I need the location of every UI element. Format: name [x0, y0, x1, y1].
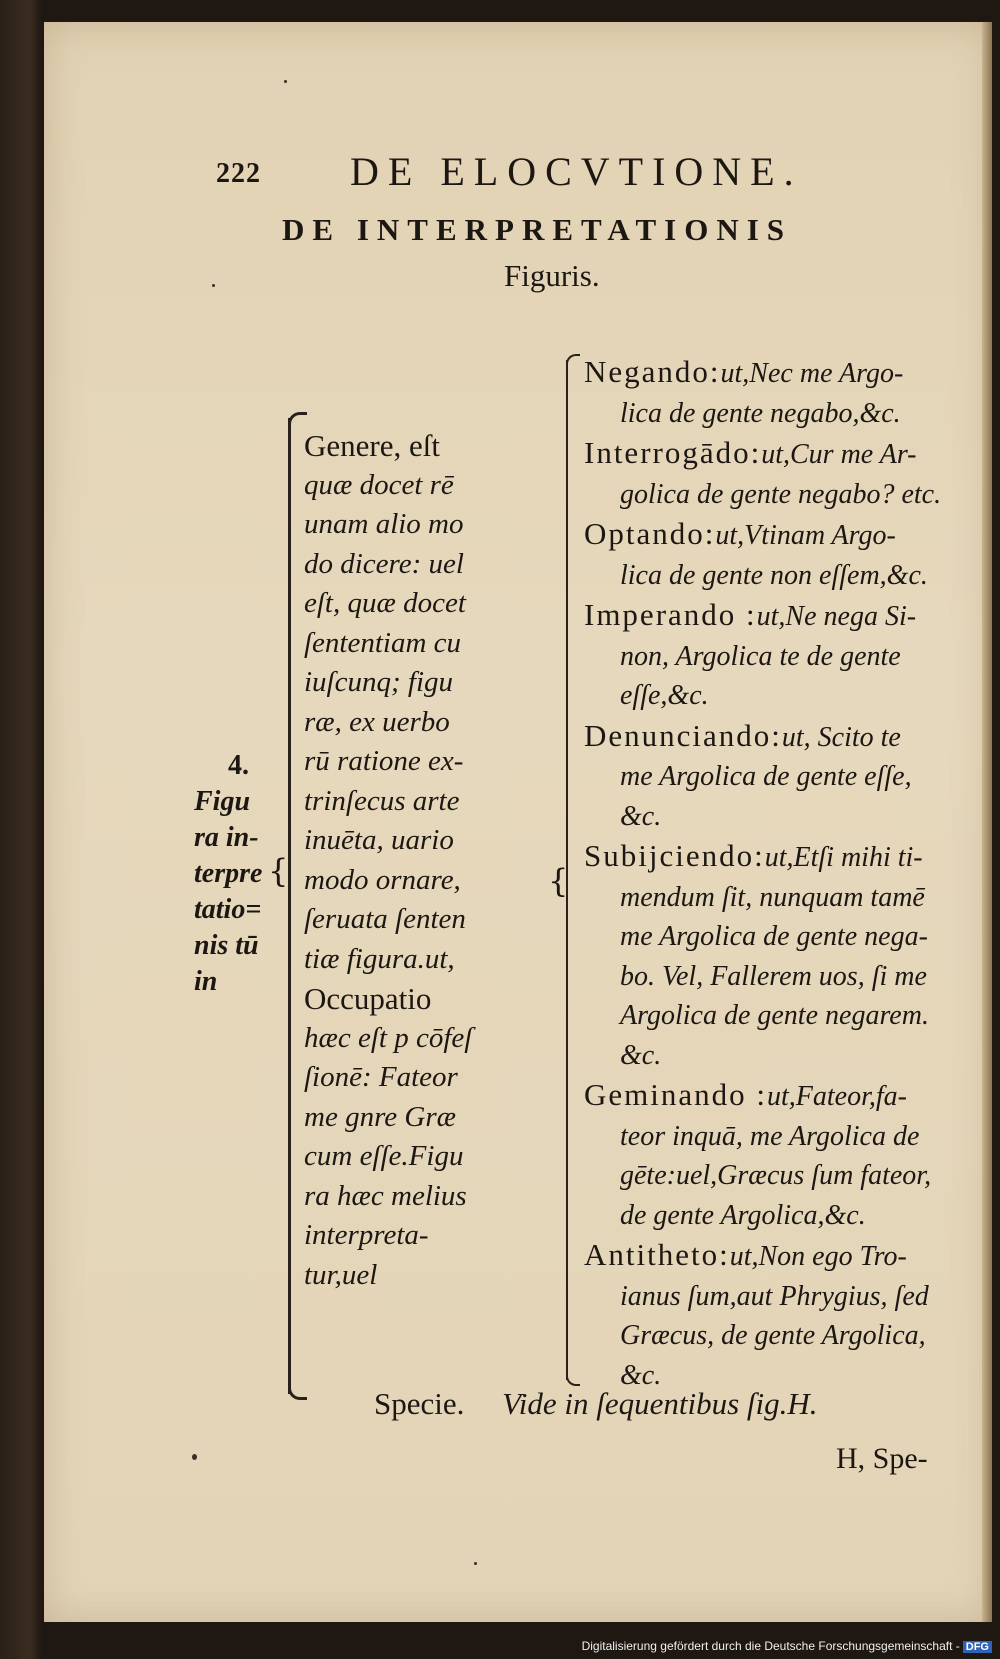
catchword: H, Spe-	[836, 1442, 928, 1475]
figure-entry	[584, 514, 974, 595]
definition-line: modo ornare,	[304, 863, 461, 896]
figures-column	[584, 352, 974, 1395]
entry-continuation: Argolica de gente negarem.	[620, 1000, 929, 1031]
entry-continuation: me Argolica de gente nega-	[620, 921, 928, 952]
definition-line: ſeruata ſenten	[304, 903, 466, 935]
definition-line: Occupatio	[304, 981, 432, 1016]
entry-continuation: me Argolica de gente eſſe,	[620, 761, 912, 792]
page-number: 222	[216, 158, 261, 189]
entry-continuation: lica de gente negabo,&c.	[620, 397, 901, 429]
footer-credit	[582, 1639, 992, 1653]
figure-entry	[584, 433, 974, 514]
definition-line: unam alio mo	[304, 508, 464, 540]
book-page	[44, 22, 992, 1622]
figure-entry	[584, 595, 974, 716]
entry-continuation: &c.	[620, 1039, 662, 1071]
entry-term: Optando:	[584, 516, 716, 551]
entry-continuation: Græcus, de gente Argolica,	[620, 1320, 926, 1351]
section-subtitle: Figuris.	[504, 258, 600, 293]
definition-line: ra hæc melius	[304, 1179, 467, 1212]
species-reference: Vide in ſequentibus ſig.H.	[502, 1386, 818, 1421]
entry-continuation: mendum ſit, nunquam tamē	[620, 881, 925, 913]
entry-head	[584, 352, 974, 394]
ink-speck	[192, 1454, 197, 1460]
entry-term: Denunciando:	[584, 717, 782, 753]
entry-example: ut, Scito te	[781, 721, 901, 753]
footer-credit-text: Digitalisierung gefördert durch die Deutsche Forschungsgemeinschaft -	[581, 1639, 960, 1653]
entry-term: Subijciendo:	[584, 838, 765, 873]
entry-head	[584, 716, 974, 758]
definition-line: hæc eſt p cōfeſ	[304, 1021, 473, 1054]
definition-line: ræ, ex uerbo	[304, 705, 450, 738]
entry-example: ut,Fateor,fa-	[767, 1081, 907, 1112]
figure-entry	[584, 1075, 974, 1235]
entry-head	[584, 1075, 974, 1117]
margin-label-line: Figu	[194, 786, 251, 817]
footer-bar	[0, 1629, 1000, 1659]
entry-head	[584, 836, 974, 878]
entry-example: ut,Non ego Tro-	[729, 1241, 907, 1272]
entry-term: Antitheto:	[584, 1237, 730, 1272]
figure-entry	[584, 1235, 974, 1395]
entry-head	[584, 1235, 974, 1277]
entry-head	[584, 433, 974, 475]
definition-line: interpreta-	[304, 1219, 429, 1251]
definition-line: tur,uel	[304, 1258, 378, 1291]
definition-line: me gnre Græ	[304, 1100, 456, 1133]
entry-term: Geminando :	[584, 1077, 767, 1112]
entry-continuation: gēte:uel,Græcus ſum fateor,	[620, 1160, 932, 1191]
entry-continuation: &c.	[620, 800, 662, 832]
entry-head	[584, 595, 974, 637]
entry-continuation: bo. Vel, Fallerem uos, ſi me	[620, 960, 927, 992]
species-line	[374, 1386, 818, 1422]
definition-line: eſt, quæ docet	[304, 587, 466, 619]
entry-head	[584, 514, 974, 556]
figure-entry	[584, 352, 974, 433]
definition-line: Genere, eſt	[304, 428, 440, 463]
margin-label-line: nis tū	[194, 930, 259, 961]
entry-example: ut,Nec me Argo-	[720, 358, 904, 389]
page-edge	[982, 22, 992, 1622]
definition-line: tiæ figura.ut,	[304, 942, 455, 975]
running-title: DE ELOCVTIONE.	[350, 149, 803, 194]
running-head	[44, 130, 992, 194]
definition-line: cum eſſe.Figu	[304, 1140, 464, 1172]
margin-label-line: in	[194, 966, 218, 997]
section-title: DE INTERPRETATIONIS	[282, 212, 793, 247]
entry-example: ut,Cur me Ar-	[761, 439, 917, 470]
inner-brace-point: {	[548, 862, 569, 900]
definition-line: ſententiam cu	[304, 626, 462, 659]
margin-mark: 4.	[228, 750, 249, 781]
definition-line: trinſecus arte	[304, 784, 460, 817]
entry-continuation: de gente Argolica,&c.	[620, 1199, 866, 1231]
figure-entry	[584, 716, 974, 837]
entry-continuation: golica de gente negabo? etc.	[620, 478, 942, 510]
entry-continuation: &c.	[620, 1359, 662, 1391]
margin-label-line: ra in-	[194, 822, 259, 853]
entry-example: ut,Etſi mihi ti-	[764, 842, 923, 873]
definition-column	[304, 426, 544, 1295]
definition-line: rū ratione ex-	[304, 745, 464, 777]
entry-example: ut,Ne nega Si-	[756, 601, 917, 632]
definition-line: ſionē: Fateor	[304, 1061, 458, 1093]
definition-line: quæ docet rē	[304, 468, 454, 501]
inner-brace	[566, 360, 584, 1380]
ink-speck	[474, 1562, 477, 1565]
entry-continuation: ianus ſum,aut Phrygius, ſed	[620, 1280, 929, 1312]
definition-line: inuēta, uario	[304, 824, 454, 856]
figure-entry	[584, 836, 974, 1075]
margin-label-line: terpre	[194, 858, 263, 889]
entry-example: ut,Vtinam Argo-	[715, 520, 896, 551]
entry-continuation: teor inquā, me Argolica de	[620, 1120, 920, 1152]
dfg-badge: DFG	[963, 1641, 992, 1653]
definition-line: do dicere: uel	[304, 547, 464, 580]
entry-continuation: non, Argolica te de gente	[620, 640, 901, 672]
entry-continuation: eſſe,&c.	[620, 680, 709, 711]
ink-speck	[284, 80, 287, 83]
species-label: Specie.	[374, 1386, 465, 1421]
outer-brace-point: {	[268, 852, 289, 890]
ink-speck	[212, 284, 215, 287]
entry-continuation: lica de gente non eſſem,&c.	[620, 559, 928, 591]
margin-label-line: tatio=	[194, 894, 262, 925]
entry-term: Interrogādo:	[584, 435, 762, 470]
definition-line: iuſcunq; figu	[304, 666, 454, 698]
entry-term: Imperando :	[584, 597, 757, 632]
entry-term: Negando:	[584, 354, 721, 389]
